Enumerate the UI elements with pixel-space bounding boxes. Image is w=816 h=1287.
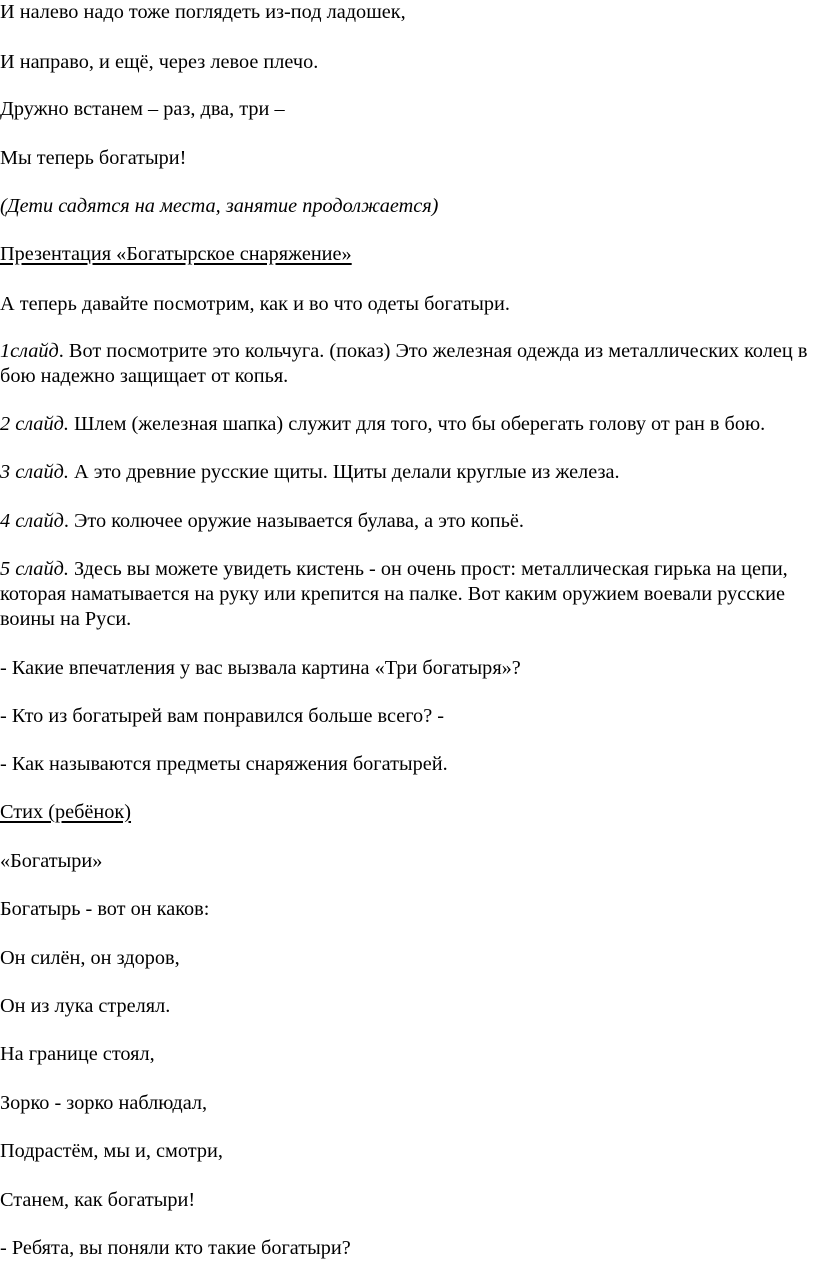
slide-2-label: 2 слайд.	[0, 413, 69, 435]
slide-1-text: . Вот посмотрите это кольчуга. (показ) Это железная одежда из металлических колец в бою надежно защищает от копья.	[0, 340, 808, 387]
poem-line-3: Он из лука стрелял.	[0, 995, 171, 1017]
slide-2-text: Шлем (железная шапка) служит для того, что бы оберегать голову от ран в бою.	[68, 413, 766, 435]
question-2: - Кто из богатырей вам понравился больше всего? -	[0, 705, 445, 727]
verse-line-2: И направо, и ещё, через левое плечо.	[0, 51, 319, 73]
intro-paragraph: А теперь давайте посмотрим, как и во что одеты богатыри.	[0, 293, 510, 315]
verse-line-1: И налево надо тоже поглядеть из-под ладошек,	[0, 1, 406, 23]
final-question: - Ребята, вы поняли кто такие богатыри?	[0, 1237, 351, 1259]
poem-line-2: Он силён, он здоров,	[0, 947, 180, 969]
question-1: - Какие впечатления у вас вызвала картина «Три богатыря»?	[0, 657, 521, 679]
slide-4-paragraph	[0, 509, 816, 534]
slide-5-label: 5 слайд.	[0, 558, 69, 580]
poem-line-1: Богатырь - вот он каков:	[0, 898, 210, 920]
slide-4-text: . Это колючее оружие называется булава, а это копьё.	[63, 510, 524, 532]
poem-line-6: Подрастём, мы и, смотри,	[0, 1140, 223, 1162]
slide-2-paragraph	[0, 412, 816, 437]
verse-line-3: Дружно встанем – раз, два, три –	[0, 98, 285, 120]
slide-1-label: 1слайд	[0, 340, 59, 362]
verse-line-4: Мы теперь богатыри!	[0, 147, 187, 169]
slide-3-text: А это древние русские щиты. Щиты делали круглые из железа.	[68, 461, 620, 483]
slide-5-text: Здесь вы можете увидеть кистень - он очень прост: металлическая гирька на цепи, которая наматывается на руку или крепится на палке. Вот каким оружием воевали русские воины на Руси.	[0, 558, 788, 630]
poem-line-7: Станем, как богатыри!	[0, 1189, 196, 1211]
slide-1-paragraph	[0, 339, 816, 389]
presentation-heading: Презентация «Богатырское снаряжение»	[0, 243, 352, 265]
slide-3-paragraph	[0, 460, 816, 485]
poem-title: «Богатыри»	[0, 850, 103, 872]
slide-5-paragraph	[0, 557, 816, 632]
poem-heading: Стих (ребёнок)	[0, 801, 132, 823]
poem-line-4: На границе стоял,	[0, 1043, 155, 1065]
slide-4-label: 4 слайд	[0, 510, 64, 532]
question-3: - Как называются предметы снаряжения богатырей.	[0, 753, 448, 775]
slide-3-label: 3 слайд.	[0, 461, 69, 483]
poem-line-5: Зорко - зорко наблюдал,	[0, 1092, 208, 1114]
stage-direction: (Дети садятся на места, занятие продолжается)	[0, 195, 439, 217]
